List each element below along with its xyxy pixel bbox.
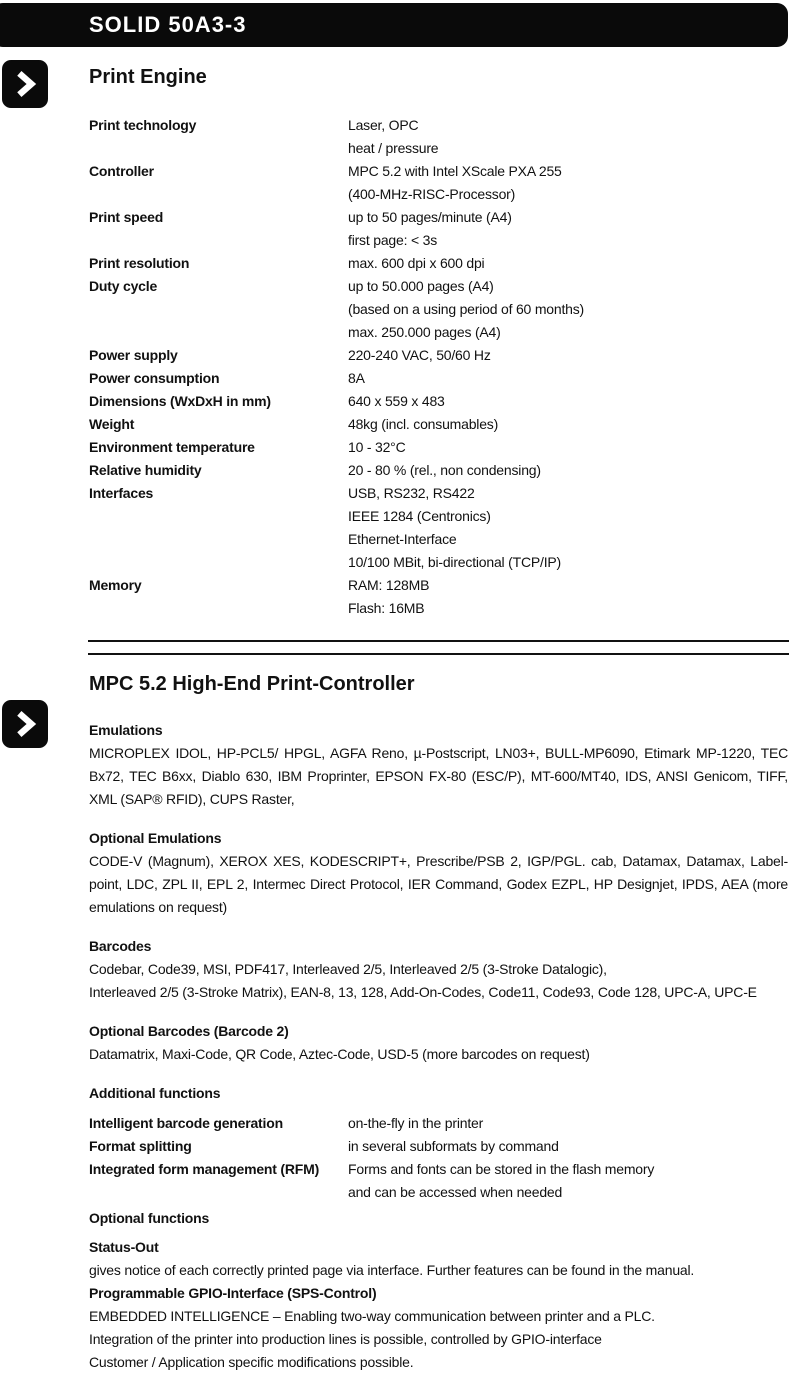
spec-value-line: MPC 5.2 with Intel XScale PXA 255 bbox=[348, 163, 562, 179]
spec-label: Print resolution bbox=[89, 255, 190, 271]
spec-value-line: USB, RS232, RS422 bbox=[348, 485, 475, 501]
spec-row bbox=[89, 367, 788, 390]
controller-heading: MPC 5.2 High-End Print-Controller bbox=[89, 673, 415, 695]
gpio-text bbox=[89, 1305, 788, 1374]
optional-barcodes-text: Datamatrix, Maxi-Code, QR Code, Aztec-Code, USD-5 (more barcodes on request) bbox=[89, 1046, 590, 1062]
spec-row bbox=[89, 413, 788, 436]
spec-label: Print speed bbox=[89, 209, 164, 225]
spec-value-line: and can be accessed when needed bbox=[348, 1184, 563, 1200]
spec-label: Print technology bbox=[89, 117, 197, 133]
spec-row bbox=[89, 390, 788, 413]
chevron-right-icon bbox=[8, 66, 42, 102]
spec-label: Controller bbox=[89, 163, 154, 179]
spec-value-line: on-the-fly in the printer bbox=[348, 1115, 484, 1131]
emulations-text: MICROPLEX IDOL, HP-PCL5/ HPGL, AGFA Reno, µ-Postscript, LN03+, BULL-MP6090, Etimark MP-1220, TEC Bx72, TEC B6xx, Diablo 630, IBM Proprinter, EPSON FX-80 (ESC/P), MT-600/MT40, IDS, ANSI Genicom, TIFF, XML (SAP® RFID), CUPS Raster, bbox=[89, 745, 788, 807]
spec-row bbox=[89, 1135, 788, 1158]
optional-emulations-heading: Optional Emulations bbox=[89, 830, 222, 846]
spec-row bbox=[89, 344, 788, 367]
spec-value-line: 8A bbox=[348, 370, 365, 386]
spec-label: Integrated form management (RFM) bbox=[89, 1161, 320, 1177]
spec-values bbox=[348, 275, 788, 344]
spec-label: Weight bbox=[89, 416, 135, 432]
spec-label: Power supply bbox=[89, 347, 178, 363]
spec-row bbox=[89, 275, 788, 344]
spec-row bbox=[89, 252, 788, 275]
spec-row bbox=[89, 459, 788, 482]
optional-functions-heading: Optional functions bbox=[89, 1210, 210, 1226]
spec-value-line: 10/100 MBit, bi-directional (TCP/IP) bbox=[348, 554, 561, 570]
spec-value-line: in several subformats by command bbox=[348, 1138, 559, 1154]
spec-label: Power consumption bbox=[89, 370, 220, 386]
barcodes-heading: Barcodes bbox=[89, 938, 152, 954]
gpio-line: EMBEDDED INTELLIGENCE – Enabling two-way communication between printer and a PLC. bbox=[89, 1308, 655, 1324]
emulations-heading: Emulations bbox=[89, 722, 163, 738]
spec-label: Duty cycle bbox=[89, 278, 158, 294]
spec-row bbox=[89, 1112, 788, 1135]
spec-values bbox=[348, 436, 788, 459]
document-title: SOLID 50A3-3 bbox=[89, 12, 247, 37]
barcodes-text bbox=[89, 958, 788, 1004]
chevron-right-icon bbox=[8, 706, 42, 742]
spec-values bbox=[348, 482, 788, 574]
spec-values bbox=[348, 344, 788, 367]
additional-functions-table bbox=[89, 1112, 788, 1204]
spec-value-line: up to 50.000 pages (A4) bbox=[348, 278, 494, 294]
optional-emulations-text: CODE-V (Magnum), XEROX XES, KODESCRIPT+, Prescribe/PSB 2, IGP/PGL. cab, Datamax, Datamax, Label-point, LDC, ZPL II, EPL 2, Intermec Direct Protocol, IER Command, Godex EZPL, HP Designjet, IPDS, AEA (more emulations on request) bbox=[89, 853, 788, 915]
spec-values bbox=[348, 1112, 788, 1135]
spec-label: Format splitting bbox=[89, 1138, 192, 1154]
spec-label: Relative humidity bbox=[89, 462, 202, 478]
spec-row bbox=[89, 436, 788, 459]
spec-values bbox=[348, 252, 788, 275]
additional-functions-heading: Additional functions bbox=[89, 1085, 221, 1101]
spec-values bbox=[348, 1158, 788, 1204]
spec-values bbox=[348, 367, 788, 390]
spec-label: Intelligent barcode generation bbox=[89, 1115, 283, 1131]
spec-value-line: IEEE 1284 (Centronics) bbox=[348, 508, 491, 524]
spec-row bbox=[89, 1158, 788, 1204]
gpio-line: Integration of the printer into production lines is possible, controlled by GPIO-interface bbox=[89, 1331, 602, 1347]
page-content bbox=[89, 0, 788, 1374]
spec-values bbox=[348, 160, 788, 206]
status-out-heading: Status-Out bbox=[89, 1239, 159, 1255]
barcodes-line: Codebar, Code39, MSI, PDF417, Interleaved 2/5, Interleaved 2/5 (3-Stroke Datalogic), bbox=[89, 961, 607, 977]
optional-barcodes-heading: Optional Barcodes (Barcode 2) bbox=[89, 1023, 289, 1039]
spec-label: Memory bbox=[89, 577, 142, 593]
spec-value-line: max. 600 dpi x 600 dpi bbox=[348, 255, 485, 271]
spec-row bbox=[89, 482, 788, 574]
spec-value-line: Forms and fonts can be stored in the flash memory bbox=[348, 1161, 655, 1177]
spec-value-line: 48kg (incl. consumables) bbox=[348, 416, 499, 432]
spec-value-line: 10 - 32°C bbox=[348, 439, 406, 455]
spec-value-line: 20 - 80 % (rel., non condensing) bbox=[348, 462, 541, 478]
spec-values bbox=[348, 206, 788, 252]
spec-row bbox=[89, 206, 788, 252]
spec-label: Dimensions (WxDxH in mm) bbox=[89, 393, 271, 409]
spec-value-line: Ethernet-Interface bbox=[348, 531, 457, 547]
spec-value-line: first page: < 3s bbox=[348, 232, 438, 248]
spec-label: Environment temperature bbox=[89, 439, 255, 455]
spec-values bbox=[348, 390, 788, 413]
spec-values bbox=[348, 1135, 788, 1158]
spec-row bbox=[89, 574, 788, 620]
spec-value-line: (based on a using period of 60 months) bbox=[348, 301, 584, 317]
gpio-heading: Programmable GPIO-Interface (SPS-Control) bbox=[89, 1285, 377, 1301]
spec-values bbox=[348, 114, 788, 160]
spec-value-line: 220-240 VAC, 50/60 Hz bbox=[348, 347, 491, 363]
spec-label: Interfaces bbox=[89, 485, 154, 501]
status-out-text: gives notice of each correctly printed page via interface. Further features can be found in the manual. bbox=[89, 1262, 695, 1278]
spec-value-line: 640 x 559 x 483 bbox=[348, 393, 445, 409]
spec-value-line: max. 250.000 pages (A4) bbox=[348, 324, 501, 340]
spec-values bbox=[348, 413, 788, 436]
chevron-right-icon bbox=[2, 60, 48, 108]
spec-row bbox=[89, 160, 788, 206]
gpio-line: Customer / Application specific modifications possible. bbox=[89, 1354, 414, 1370]
barcodes-line: Interleaved 2/5 (3-Stroke Matrix), EAN-8, 13, 128, Add-On-Codes, Code11, Code93, Code 128, UPC-A, UPC-E bbox=[89, 984, 757, 1000]
spec-value-line: Laser, OPC bbox=[348, 117, 419, 133]
spec-values bbox=[348, 574, 788, 620]
spec-value-line: (400-MHz-RISC-Processor) bbox=[348, 186, 516, 202]
spec-value-line: Flash: 16MB bbox=[348, 600, 425, 616]
spec-value-line: RAM: 128MB bbox=[348, 577, 430, 593]
spec-values bbox=[348, 459, 788, 482]
print-engine-heading: Print Engine bbox=[89, 66, 207, 88]
spec-row bbox=[89, 114, 788, 160]
spec-value-line: up to 50 pages/minute (A4) bbox=[348, 209, 512, 225]
section-divider bbox=[88, 640, 789, 655]
chevron-right-icon bbox=[2, 700, 48, 748]
spec-value-line: heat / pressure bbox=[348, 140, 439, 156]
print-engine-spec-table bbox=[89, 114, 788, 620]
